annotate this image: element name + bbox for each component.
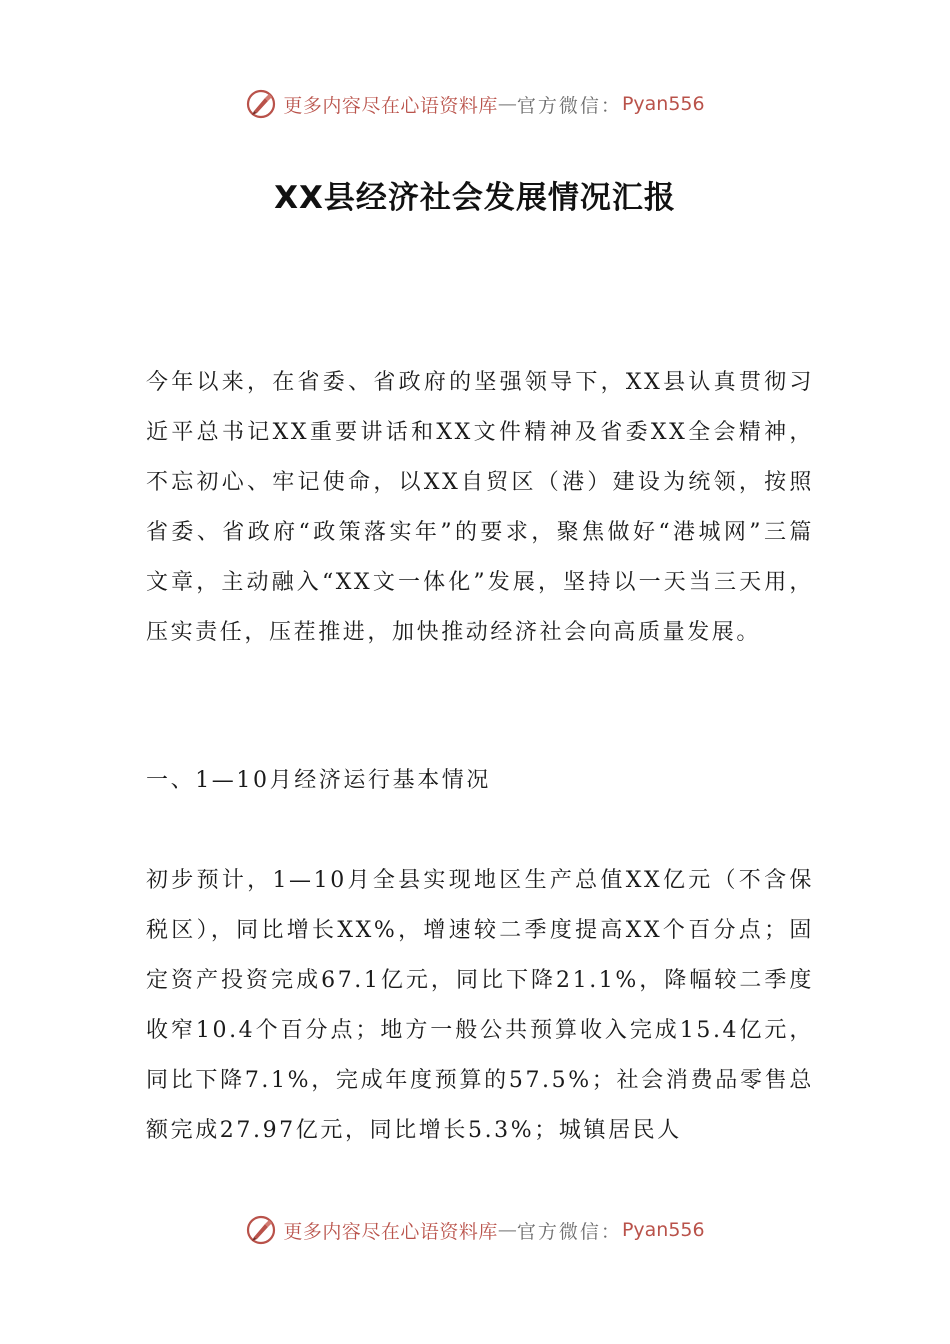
document-title: XX县经济社会发展情况汇报 [274,180,676,216]
section-body-block [146,856,814,1156]
intro-block [146,358,814,658]
section-heading-block [146,756,814,806]
header-watermark-banner [0,84,950,124]
watermark-slogan: 更多内容尽在心语资料库 [283,94,498,117]
watermark-wechat-label: 官方微信： [516,94,622,117]
watermark-wechat-id: Pyan556 [621,93,705,115]
watermark-separator: — [497,1219,517,1241]
pen-nib-logo-icon [245,1214,277,1246]
watermark-wechat-id: Pyan556 [621,1219,705,1241]
watermark-separator: — [497,93,517,115]
watermark-slogan: 更多内容尽在心语资料库 [283,1220,498,1243]
watermark-wechat-label: 官方微信： [516,1220,622,1243]
section-body-paragraph: 初步预计，1—10月全县实现地区生产总值XX亿元（不含保税区），同比增长XX%，增速较二季度提高XX个百分点；固定资产投资完成67.1亿元，同比下降21.1%，降幅较二季度收窄10.4个百分点；地方一般公共预算收入完成15.4亿元，同比下降7.1%，完成年度预算的57.5%；社会消费品零售总额完成27.97亿元，同比增长5.3%；城镇居民人 [146,868,814,1143]
pen-nib-logo-icon [245,88,277,120]
footer-watermark-banner [0,1210,950,1250]
intro-paragraph: 今年以来，在省委、省政府的坚强领导下，XX县认真贯彻习近平总书记XX重要讲话和XX文件精神及省委XX全会精神，不忘初心、牢记使命，以XX自贸区（港）建设为统领，按照省委、省政府“政策落实年”的要求，聚焦做好“港城网”三篇文章，主动融入“XX文一体化”发展，坚持以一天当三天用，压实责任，压茬推进，加快推动经济社会向高质量发展。 [146,370,814,645]
section-heading: 一、1—10月经济运行基本情况 [146,768,491,793]
